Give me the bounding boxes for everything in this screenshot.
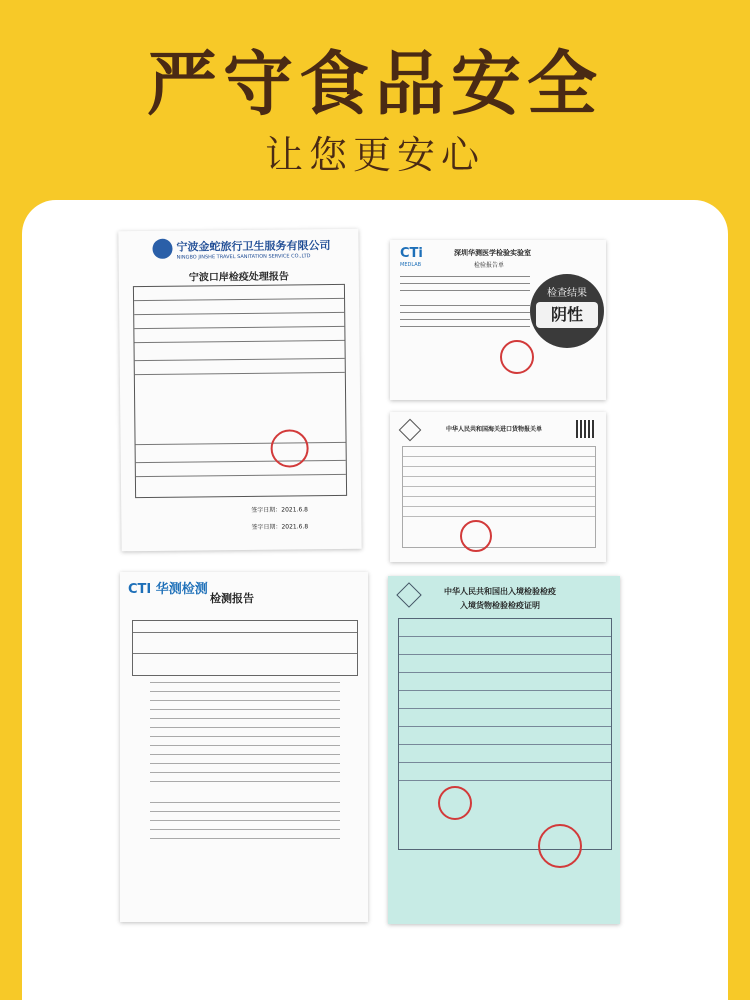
- lab-name: 深圳华测医学检验实验室: [454, 249, 531, 257]
- company-logo-icon: [152, 239, 172, 259]
- medlab-text-lines: [400, 276, 530, 333]
- medlab-report-title: 检验报告单: [474, 262, 505, 269]
- qr-code-icon: [576, 420, 594, 438]
- medlab-logo: CTi: [400, 246, 423, 261]
- badge-label: 检查结果: [547, 288, 587, 299]
- inspection-certificate-image: [388, 576, 620, 924]
- red-stamp: [538, 824, 582, 868]
- badge-result: 阴性: [536, 302, 598, 328]
- company-name-en: NINGBO JINSHE TRAVEL SANITATION SERVICE CO.,LTD: [176, 253, 311, 261]
- report-notes-lines: [150, 682, 340, 847]
- customs-table: [402, 446, 596, 548]
- cti-test-report-image: [120, 572, 368, 922]
- certificate-table: [398, 618, 612, 850]
- medlab-report-image: [390, 240, 606, 400]
- report-title: 宁波口岸检疫处理报告: [188, 271, 289, 284]
- test-result-table: [132, 620, 358, 676]
- report-table: [133, 284, 347, 498]
- certificates-card: [22, 200, 728, 1000]
- red-stamp: [270, 429, 308, 467]
- company-name: 宁波金蛇旅行卫生服务有限公司: [176, 239, 331, 254]
- red-stamp: [460, 520, 492, 552]
- red-stamp: [500, 340, 534, 374]
- red-stamp: [438, 786, 472, 820]
- result-negative-badge: [530, 274, 604, 348]
- certificate-title-2: 入境货物检验检疫证明: [460, 601, 540, 610]
- ciq-emblem-icon: [396, 582, 421, 607]
- page-subtitle: 让您更安心: [264, 133, 485, 177]
- customs-title: 中华人民共和国海关进口货物报关单: [446, 426, 543, 433]
- customs-emblem-icon: [399, 419, 422, 442]
- medlab-logo-sub: MEDLAB: [400, 262, 422, 268]
- quarantine-report-image: [118, 229, 361, 551]
- certificate-title-1: 中华人民共和国出入境检验检疫: [444, 587, 556, 596]
- cti-report-title: 检测报告: [210, 592, 254, 605]
- cti-logo: CTI 华测检测: [128, 582, 208, 597]
- signature-date-1: 签字日期：2021.6.8: [251, 506, 309, 514]
- signature-date-2: 签字日期：2021.6.8: [251, 523, 309, 531]
- page-title: 严守食品安全: [147, 43, 603, 125]
- customs-declaration-image: [390, 412, 606, 562]
